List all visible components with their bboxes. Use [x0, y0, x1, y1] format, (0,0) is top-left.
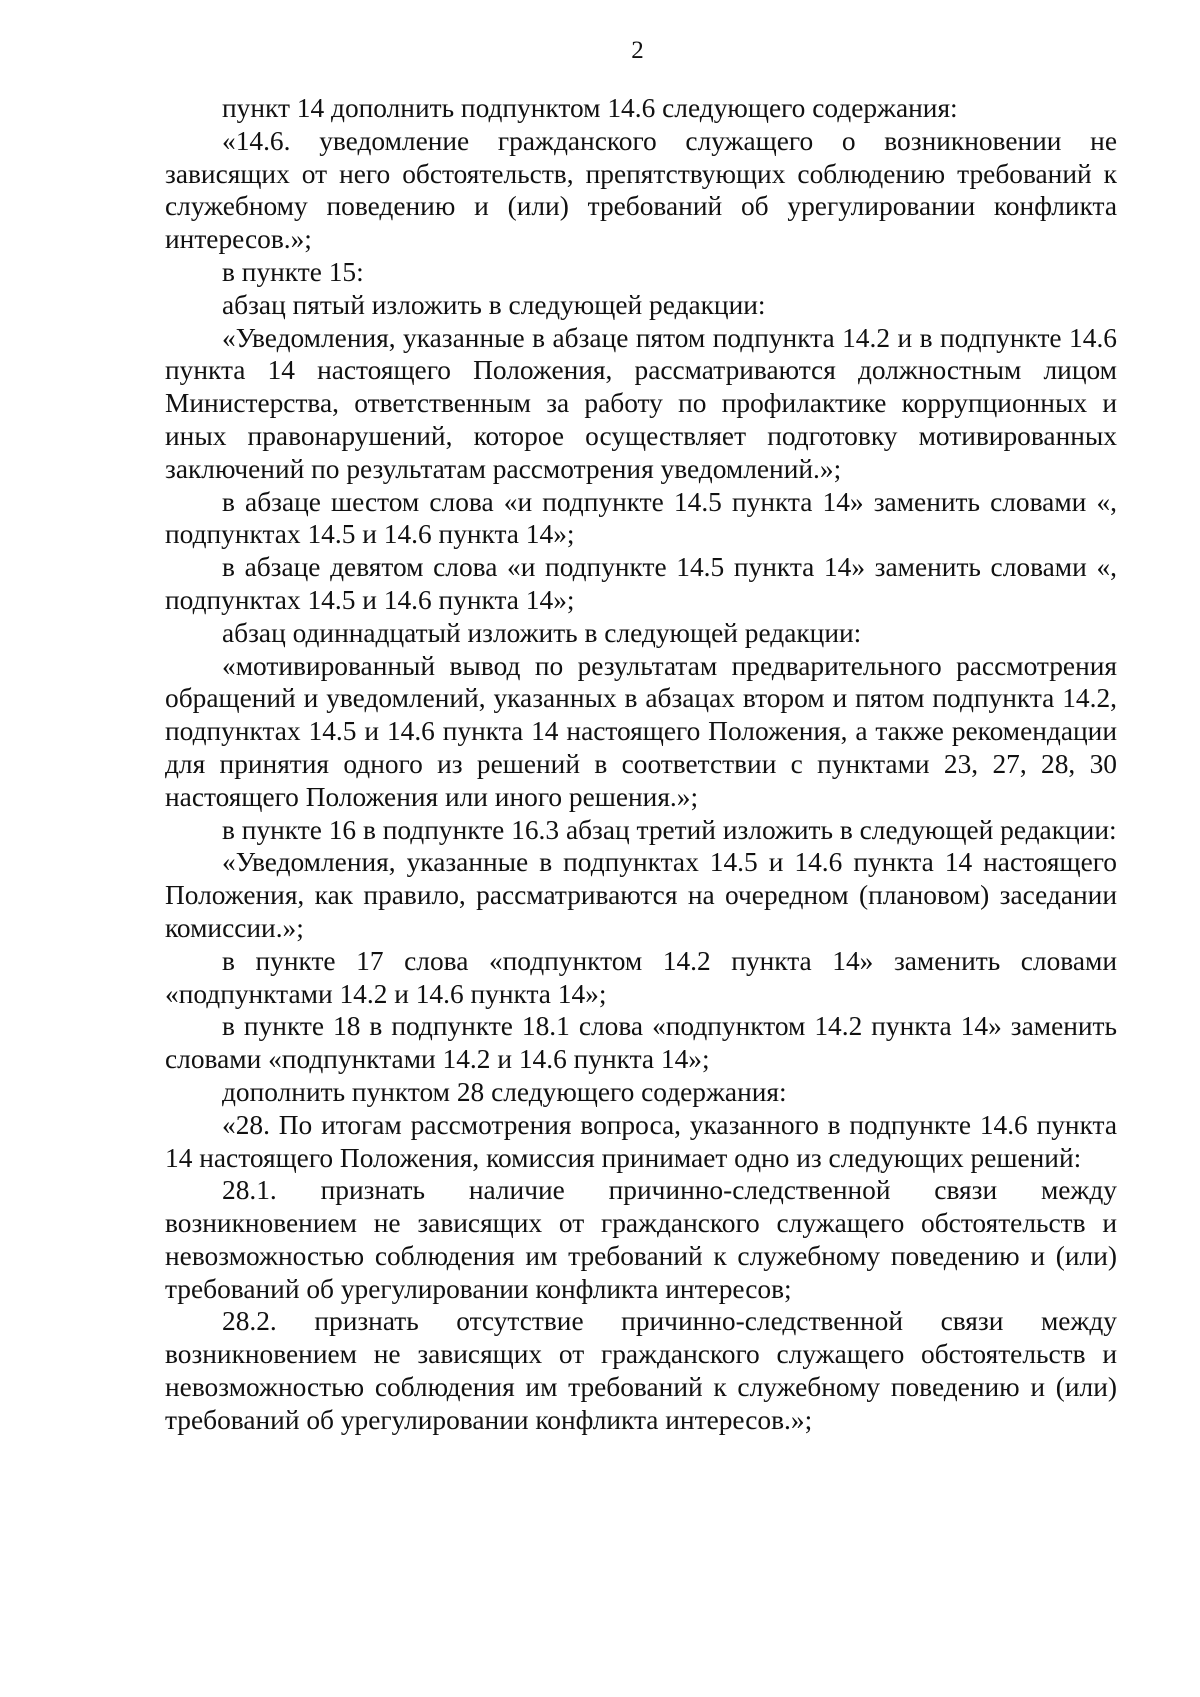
paragraph-10: в пункте 16 в подпункте 16.3 абзац третий изложить в следующей редакции: [222, 814, 1117, 845]
paragraph-2: «14.6. уведомление гражданского служащего о возникновении не зависящих от него обстоятельств, препятствующих соблюдению требований к служебному поведению и (или) требований об урегулировании конфликта интересов.»; [165, 125, 1117, 255]
paragraph-6: в абзаце шестом слова «и подпункте 14.5 пункта 14» заменить словами «, подпунктах 14.5 и 14.6 пункта 14»; [165, 486, 1117, 550]
paragraph-3: в пункте 15: [222, 256, 364, 287]
paragraph-9: «мотивированный вывод по результатам предварительного рассмотрения обращений и уведомлений, указанных в абзацах втором и пятом подпункта 14.2, подпунктах 14.5 и 14.6 пункта 14 настоящего Положения, а также рекомендации для принятия одного из решений в соответствии с пунктами 23, 27, 28, 30 настоящего Положения или иного решения.»; [165, 650, 1117, 812]
paragraph-5: «Уведомления, указанные в абзаце пятом подпункта 14.2 и в подпункте 14.6 пункта 14 настоящего Положения, рассматриваются должностным лицом Министерства, ответственным за работу по профилактике коррупционных и иных правонарушений, которое осуществляет подготовку мотивированных заключений по результатам рассмотрения уведомлений.»; [165, 322, 1117, 484]
paragraph-8: абзац одиннадцатый изложить в следующей редакции: [222, 617, 862, 648]
paragraph-16: 28.1. признать наличие причинно-следственной связи между возникновением не зависящих от гражданского служащего обстоятельств и невозможностью соблюдения им требований к служебному поведению и (или) требований об урегулировании конфликта интересов; [165, 1175, 1117, 1304]
paragraph-14: дополнить пунктом 28 следующего содержания: [222, 1076, 787, 1107]
paragraph-4: абзац пятый изложить в следующей редакции: [222, 289, 766, 320]
paragraph-13: в пункте 18 в подпункте 18.1 слова «подпунктом 14.2 пункта 14» заменить словами «подпунктами 14.2 и 14.6 пункта 14»; [165, 1011, 1117, 1075]
paragraph-7: в абзаце девятом слова «и подпункте 14.5 пункта 14» заменить словами «, подпунктах 14.5 и 14.6 пункта 14»; [165, 552, 1117, 615]
paragraph-11: «Уведомления, указанные в подпунктах 14.5 и 14.6 пункта 14 настоящего Положения, как правило, рассматриваются на очередном (плановом) заседании комиссии.»; [165, 847, 1117, 943]
paragraph-12: в пункте 17 слова «подпунктом 14.2 пункта 14» заменить словами «подпунктами 14.2 и 14.6 пункта 14»; [165, 945, 1117, 1009]
paragraph-1: пункт 14 дополнить подпунктом 14.6 следующего содержания: [222, 93, 958, 123]
paragraph-15: «28. По итогам рассмотрения вопроса, указанного в подпункте 14.6 пункта 14 настоящего Положения, комиссия принимает одно из следующих решений: [165, 1109, 1117, 1173]
page-number: 2 [631, 37, 644, 64]
document-body [165, 92, 1117, 1437]
paragraph-17: 28.2. признать отсутствие причинно-следственной связи между возникновением не зависящих от гражданского служащего обстоятельств и невозможностью соблюдения им требований к служебному поведению и (или) требований об урегулировании конфликта интересов.»; [165, 1306, 1117, 1435]
